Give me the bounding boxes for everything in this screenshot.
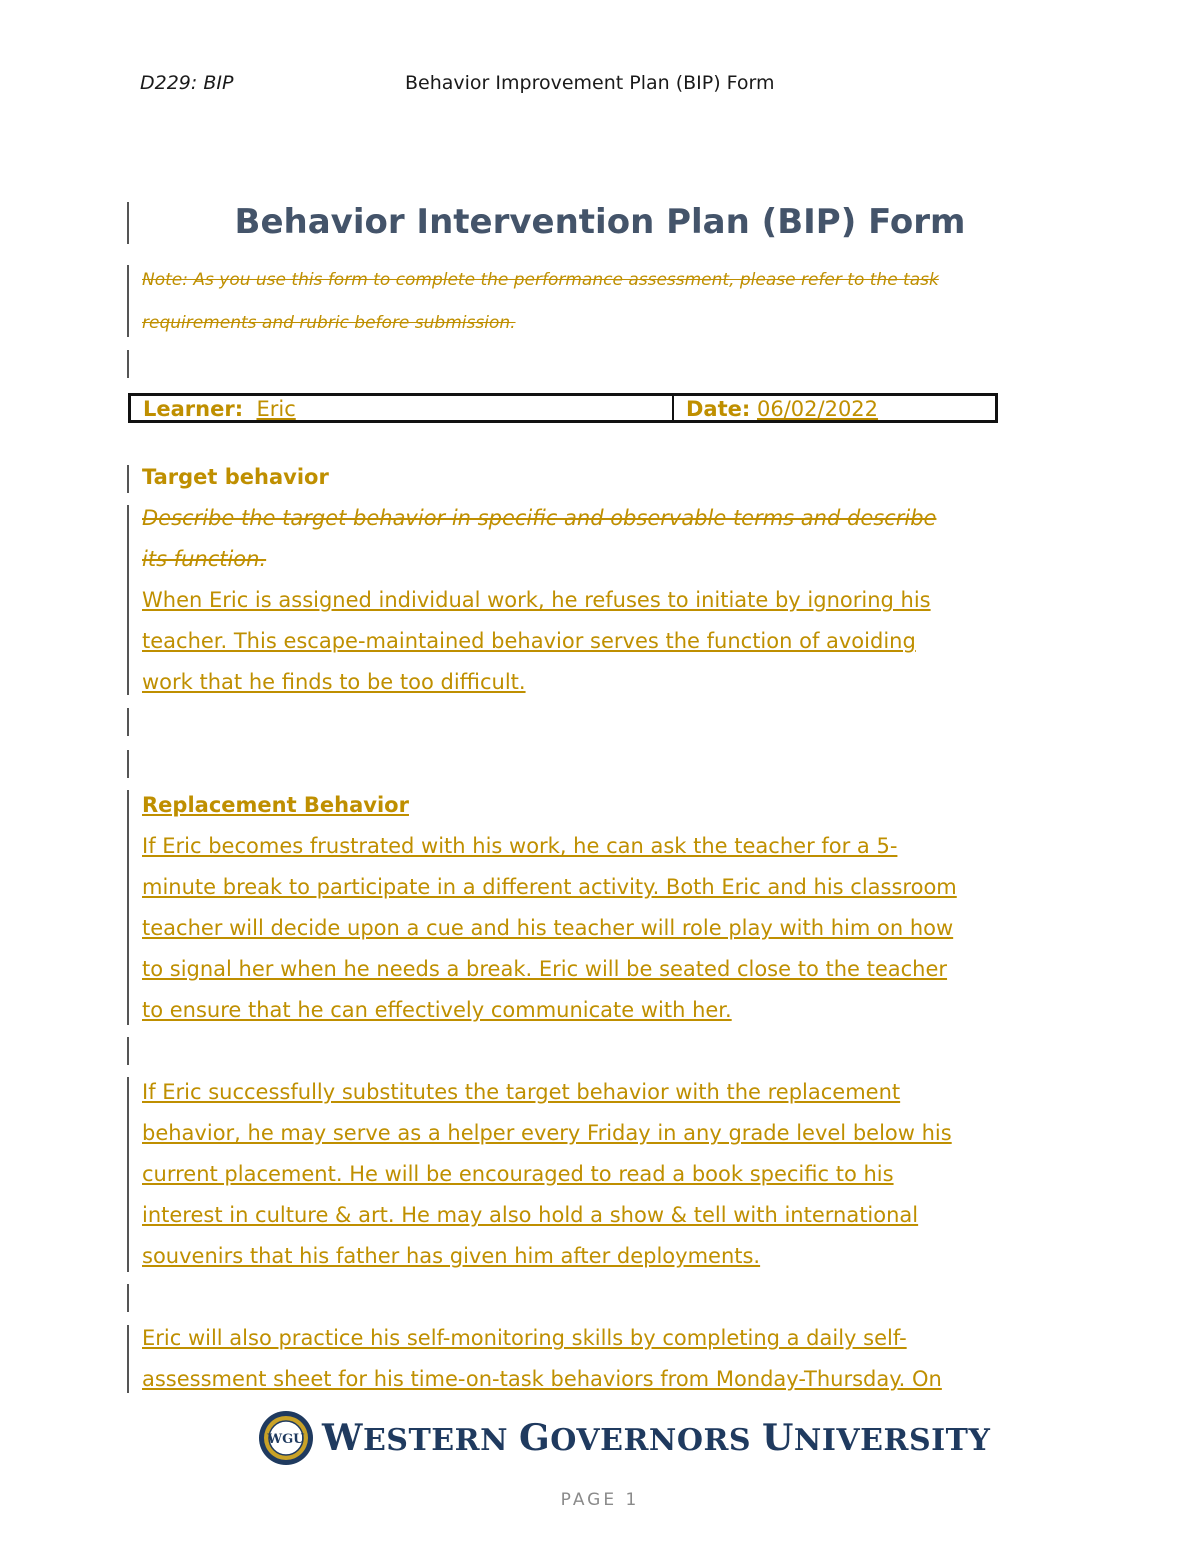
target-behavior-prompt: its function. [142,547,267,571]
date-value: 06/02/2022 [756,397,879,421]
wordmark-part: ESTERN [362,1423,509,1458]
replacement-text: to ensure that he can effectively communicate with her. [142,998,732,1022]
wordmark-part: OVERNORS [550,1423,752,1458]
change-bar [127,1325,129,1393]
change-bar [127,750,129,778]
target-behavior-text: When Eric is assigned individual work, he refuses to initiate by ignoring his [142,588,931,612]
change-bar [127,708,129,736]
page-title: Behavior Intervention Plan (BIP) Form [234,202,966,242]
replacement-text: current placement. He will be encouraged to read a book specific to his [142,1162,894,1186]
page-number: PAGE 1 [560,1490,640,1510]
change-bar [127,465,129,493]
learner-date-table [128,393,998,423]
replacement-text: assessment sheet for his time-on-task behaviors from Monday-Thursday. On [142,1367,942,1391]
replacement-behavior-heading: Replacement Behavior [142,793,409,817]
seal-text: WGU [267,1432,305,1447]
target-behavior-text: work that he finds to be too difficult. [142,670,526,694]
wordmark-letter: G [518,1417,551,1459]
header-form-name: Behavior Improvement Plan (BIP) Form [405,72,775,94]
wordmark-letter: W [322,1417,363,1459]
wgu-wordmark [322,1417,990,1459]
replacement-text: Eric will also practice his self-monitoring skills by completing a daily self- [142,1326,907,1350]
replacement-text: to signal her when he needs a break. Eric will be seated close to the teacher [142,957,948,981]
note-line: Note: As you use this form to complete the performance assessment, please refer to the task [142,270,939,290]
target-behavior-text: teacher. This escape-maintained behavior serves the function of avoiding [142,629,916,653]
change-bar [127,1077,129,1272]
wgu-logo [258,1410,990,1466]
learner-label: Learner: [143,397,244,421]
header-course: D229: BIP [140,72,234,94]
change-bar [127,790,129,1025]
wordmark-part: NIVERSITY [793,1423,991,1458]
replacement-text: interest in culture & art. He may also hold a show & tell with international [142,1203,919,1227]
date-label: Date: [686,397,751,421]
change-bar [127,265,129,337]
wgu-seal-icon [258,1410,314,1466]
change-bar [127,1284,129,1312]
replacement-text: minute break to participate in a different activity. Both Eric and his classroom [142,875,957,899]
replacement-text: If Eric becomes frustrated with his work, he can ask the teacher for a 5- [142,834,898,858]
target-behavior-heading: Target behavior [142,465,329,489]
note-line: requirements and rubric before submission. [142,313,516,333]
wordmark-letter: U [762,1417,794,1459]
learner-cell [131,396,674,420]
replacement-text: If Eric successfully substitutes the target behavior with the replacement [142,1080,901,1104]
change-bar [127,505,129,695]
replacement-text: behavior, he may serve as a helper every Friday in any grade level below his [142,1121,952,1145]
target-behavior-prompt: Describe the target behavior in specific and observable terms and describe [142,506,937,530]
change-bar [127,202,129,244]
change-bar [127,1037,129,1065]
learner-value: Eric [256,397,296,421]
replacement-text: teacher will decide upon a cue and his teacher will role play with him on how [142,916,954,940]
date-cell [674,396,995,420]
change-bar [127,350,129,378]
replacement-text: souvenirs that his father has given him after deployments. [142,1244,761,1268]
